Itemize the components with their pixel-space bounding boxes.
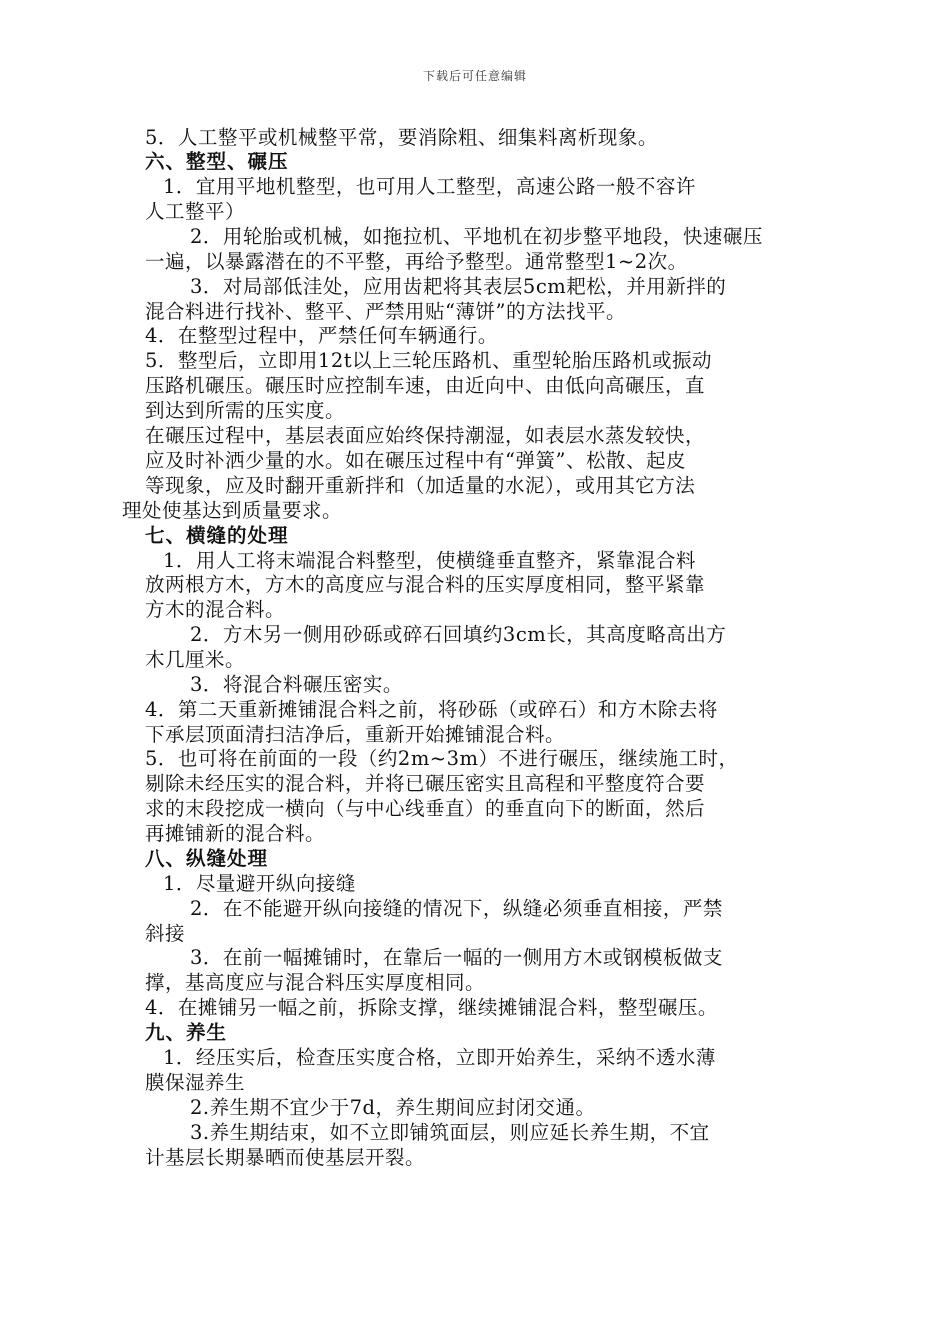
- text-line: 斜接: [145, 922, 186, 945]
- text-line: 5．也可将在前面的一段（约2m~3m）不进行碾压，继续施工时，: [145, 747, 739, 770]
- text-line: 人工整平）: [145, 200, 246, 223]
- section-heading-7: 七、横缝的处理: [145, 524, 289, 547]
- text-line: 5．人工整平或机械整平常，要消除粗、细集料离析现象。: [145, 126, 658, 149]
- text-line: 木几厘米。: [145, 648, 246, 671]
- text-line: 等现象，应及时翻开重新拌和（加适量的水泥），或用其它方法: [145, 474, 696, 497]
- text-line: 再摊铺新的混合料。: [145, 822, 326, 845]
- text-line: 3．将混合料碾压密实。: [190, 673, 403, 696]
- text-line: 到达到所需的压实度。: [145, 399, 346, 422]
- text-line: 膜保湿养生: [145, 1071, 246, 1094]
- text-line: 3．在前一幅摊铺时，在靠后一幅的一侧用方木或钢模板做支: [190, 946, 723, 969]
- text-line: 放两根方木，方木的高度应与混合料的压实厚度相同，整平紧靠: [145, 573, 706, 596]
- text-line: 方木的混合料。: [145, 598, 286, 621]
- page-header: 下载后可任意编辑: [422, 69, 527, 83]
- text-line: 5．整型后，立即用12t以上三轮压路机、重型轮胎压路机或振动: [145, 349, 713, 372]
- text-line: 剔除未经压实的混合料，并将已碾压密实且高程和平整度符合要: [145, 772, 706, 795]
- text-line: 撑，基高度应与混合料压实厚度相同。: [145, 971, 486, 994]
- text-line: 一遍，以暴露潜在的不平整，再给予整型。通常整型1~2次。: [145, 250, 688, 273]
- section-heading-9: 九、养生: [145, 1021, 228, 1044]
- text-line: 1．用人工将末端混合料整型，使横缝垂直整齐，紧靠混合料: [163, 549, 696, 572]
- text-line: 1．尽量避开纵向接缝: [163, 872, 356, 895]
- text-line: 应及时补洒少量的水。如在碾压过程中有“弹簧”、松散、起皮: [145, 449, 686, 472]
- section-heading-8: 八、纵缝处理: [145, 847, 269, 870]
- text-line: 4．第二天重新摊铺混合料之前，将砂砾（或碎石）和方木除去将: [145, 698, 718, 721]
- text-line: 计基层长期暴晒而使基层开裂。: [145, 1146, 426, 1169]
- text-line: 1．经压实后，检查压实度合格，立即开始养生，采纳不透水薄: [163, 1046, 716, 1069]
- text-line: 3．对局部低洼处，应用齿耙将其表层5cm耙松，并用新拌的: [190, 275, 727, 298]
- text-line: 混合料进行找补、整平、严禁用贴“薄饼”的方法找平。: [145, 300, 626, 323]
- text-line: 2．方木另一侧用砂砾或碎石回填约3cm长，其高度略高出方: [190, 623, 727, 646]
- text-line: 2．用轮胎或机械，如拖拉机、平地机在初步整平地段，快速碾压: [190, 225, 763, 248]
- text-line: 3.养生期结束，如不立即铺筑面层，则应延长养生期，不宜: [190, 1121, 710, 1144]
- text-line: 在碾压过程中，基层表面应始终保持潮湿，如表层水蒸发较快，: [145, 424, 706, 447]
- text-line: 压路机碾压。碾压时应控制车速，由近向中、由低向高碾压，直: [145, 374, 706, 397]
- text-line: 求的末段挖成一横向（与中心线垂直）的垂直向下的断面，然后: [145, 797, 706, 820]
- text-line: 理处使基达到质量要求。: [122, 499, 343, 522]
- text-line: 下承层顶面清扫洁净后，重新开始摊铺混合料。: [145, 723, 566, 746]
- section-heading-6: 六、整型、碾压: [145, 150, 289, 173]
- text-line: 4．在整型过程中，严禁任何车辆通行。: [145, 324, 498, 347]
- text-line: 4．在摊铺另一幅之前，拆除支撑，继续摊铺混合料，整型碾压。: [145, 996, 718, 1019]
- text-line: 2．在不能避开纵向接缝的情况下，纵缝必须垂直相接，严禁: [190, 897, 723, 920]
- text-line: 2.养生期不宜少于7d，养生期间应封闭交通。: [190, 1096, 596, 1119]
- text-line: 1．宜用平地机整型，也可用人工整型，高速公路一般不容许: [163, 175, 696, 198]
